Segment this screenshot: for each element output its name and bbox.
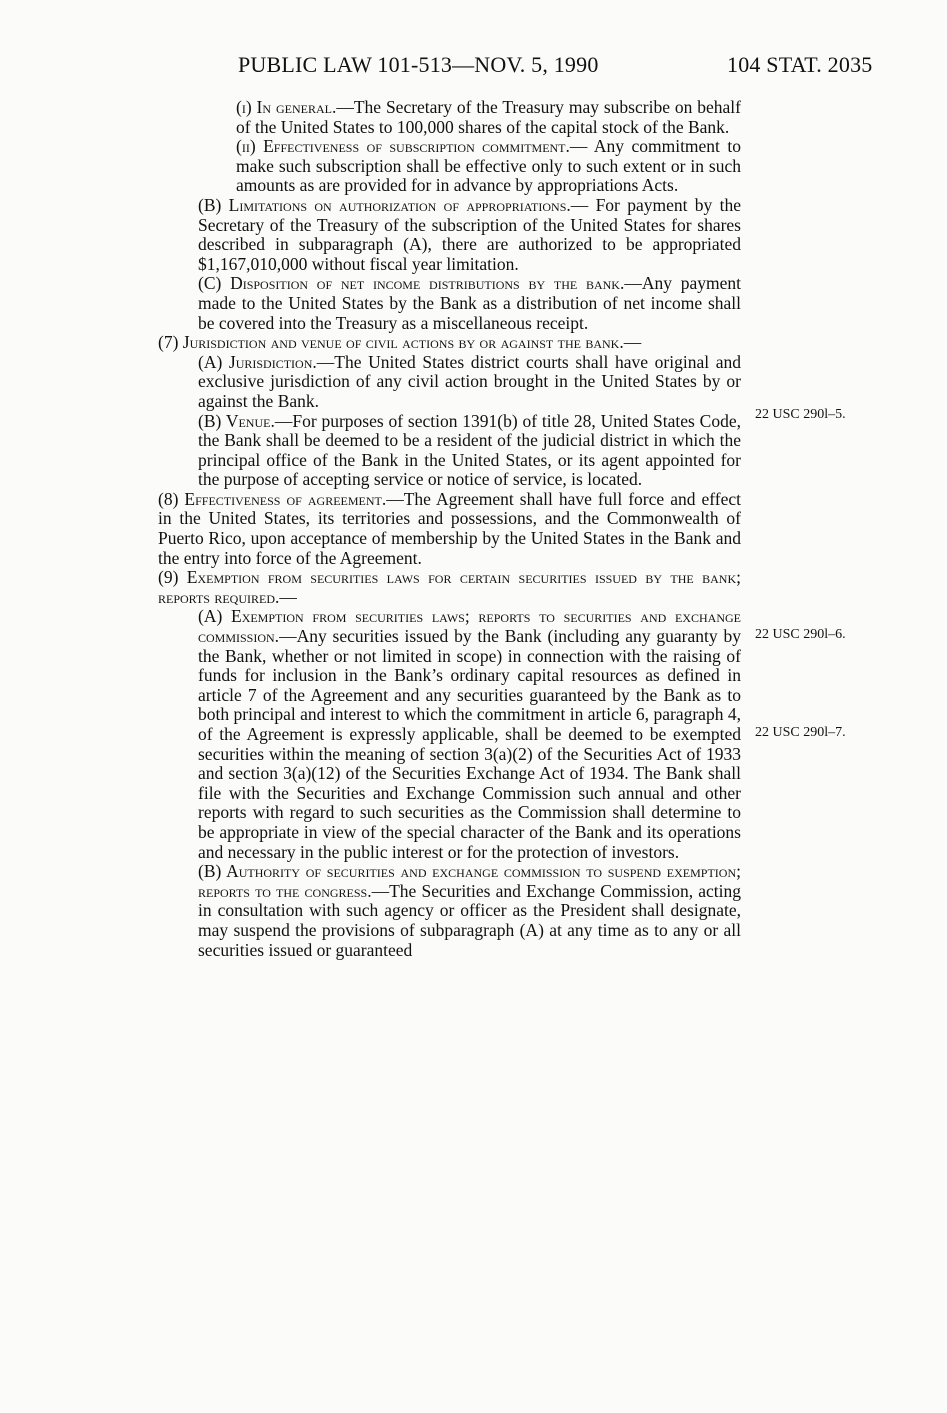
- margin-note-1: 22 USC 290l–5.: [755, 407, 846, 422]
- para-B: [158, 196, 741, 274]
- text-9: —: [279, 586, 297, 607]
- text-7: —: [623, 332, 642, 353]
- text-9A: —Any securities issued by the Bank (including any guaranty by the Bank, whether or not limited in scope) in connection with the raising of funds for inclusion in the Bank’s ordinary capital resources as defined in article 7 of the Agreement and any securities guaranteed by the Bank as to both principal and interest to which the commitment in article 6, paragraph 4, of the Agreement is expressly applicable, shall be deemed to be exempted securities within the meaning of section 3(a)(2) of the Securities Act of 1933 and section 3(a)(12) of the Securities Exchange Act of 1934. The Bank shall file with the Securities and Exchange Commission such annual and other reports with regard to such securities as the Commission shall determine to be appropriate in view of the special character of the Bank and its operations and necessary in the public interest or for the protection of investors.: [198, 626, 741, 862]
- heading-ii: (ii) Effectiveness of subscription commitment.: [236, 136, 570, 157]
- para-9B: [158, 862, 741, 960]
- heading-7A: (A) Jurisdiction.: [198, 351, 317, 372]
- heading-9A: (A) Exemption from securities laws; reports to securities and exchange commission.: [198, 606, 741, 647]
- para-7A: [158, 353, 741, 412]
- text-B: — For payment by the Secretary of the Treasury of the subscription of the United States for shares described in subparagraph (A), there are authorized to be appropriated $1,167,010,000 without fiscal year limitation.: [198, 194, 742, 274]
- para-7: [158, 333, 741, 353]
- para-7B: [158, 412, 741, 490]
- margin-note-2: 22 USC 290l–6.: [755, 627, 846, 642]
- para-9: [158, 568, 741, 607]
- para-i: [158, 98, 741, 137]
- para-C: [158, 274, 741, 333]
- running-header-page: 104 STAT. 2035: [727, 52, 873, 77]
- heading-9B: (B) Authority of securities and exchange commission to suspend exemption; reports to the congress.: [198, 861, 741, 901]
- para-8: [158, 490, 741, 568]
- heading-C: (C) Disposition of net income distributions by the bank.: [198, 273, 625, 294]
- heading-7B: (B) Venue.: [198, 410, 275, 431]
- heading-9: (9) Exemption from securities laws for certain securities issued by the bank; reports required.: [158, 567, 741, 607]
- text-7B: —For purposes of section 1391(b) of title 28, United States Code, the Bank shall be deemed to be a resident of the judicial district in which the principal office of the Bank in the United States, or its agent appointed for the purpose of accepting service or notice of service, is located.: [198, 410, 741, 490]
- heading-7: (7) Jurisdiction and venue of civil actions by or against the bank.: [158, 332, 624, 353]
- heading-8: (8) Effectiveness of agreement.: [158, 488, 387, 509]
- heading-i: (i) In general.: [236, 97, 337, 117]
- text-ii: — Any commitment to make such subscription shall be effective only to such extent or in such amounts as are provided for in advance by appropriations Acts.: [236, 136, 741, 196]
- text-8: —The Agreement shall have full force and effect in the United States, its territories and possessions, and the Commonwealth of Puerto Rico, upon acceptance of membership by the United States in the Bank and the entry into force of the Agreement.: [158, 488, 741, 568]
- text-7A: —The United States district courts shall have original and exclusive jurisdiction of any civil action brought in the United States by or against the Bank.: [198, 351, 741, 411]
- text-C: —Any payment made to the United States by the Bank as a distribution of net income shall be covered into the Treasury as a miscellaneous receipt.: [198, 273, 741, 333]
- para-ii: [158, 137, 741, 196]
- heading-B: (B) Limitations on authorization of appropriations.: [198, 194, 571, 215]
- text-i: —The Secretary of the Treasury may subscribe on behalf of the United States to 100,000 shares of the capital stock of the Bank.: [236, 97, 741, 137]
- margin-note-3: 22 USC 290l–7.: [755, 725, 846, 740]
- text-9B: —The Securities and Exchange Commission, acting in consultation with such agency or officer as the President shall designate, may suspend the provisions of subparagraph (A) at any time as to any or all securities issued or guaranteed: [198, 880, 742, 960]
- running-header-title: PUBLIC LAW 101-513—NOV. 5, 1990: [238, 52, 599, 77]
- para-9A: [158, 607, 741, 862]
- body-text: [158, 98, 741, 960]
